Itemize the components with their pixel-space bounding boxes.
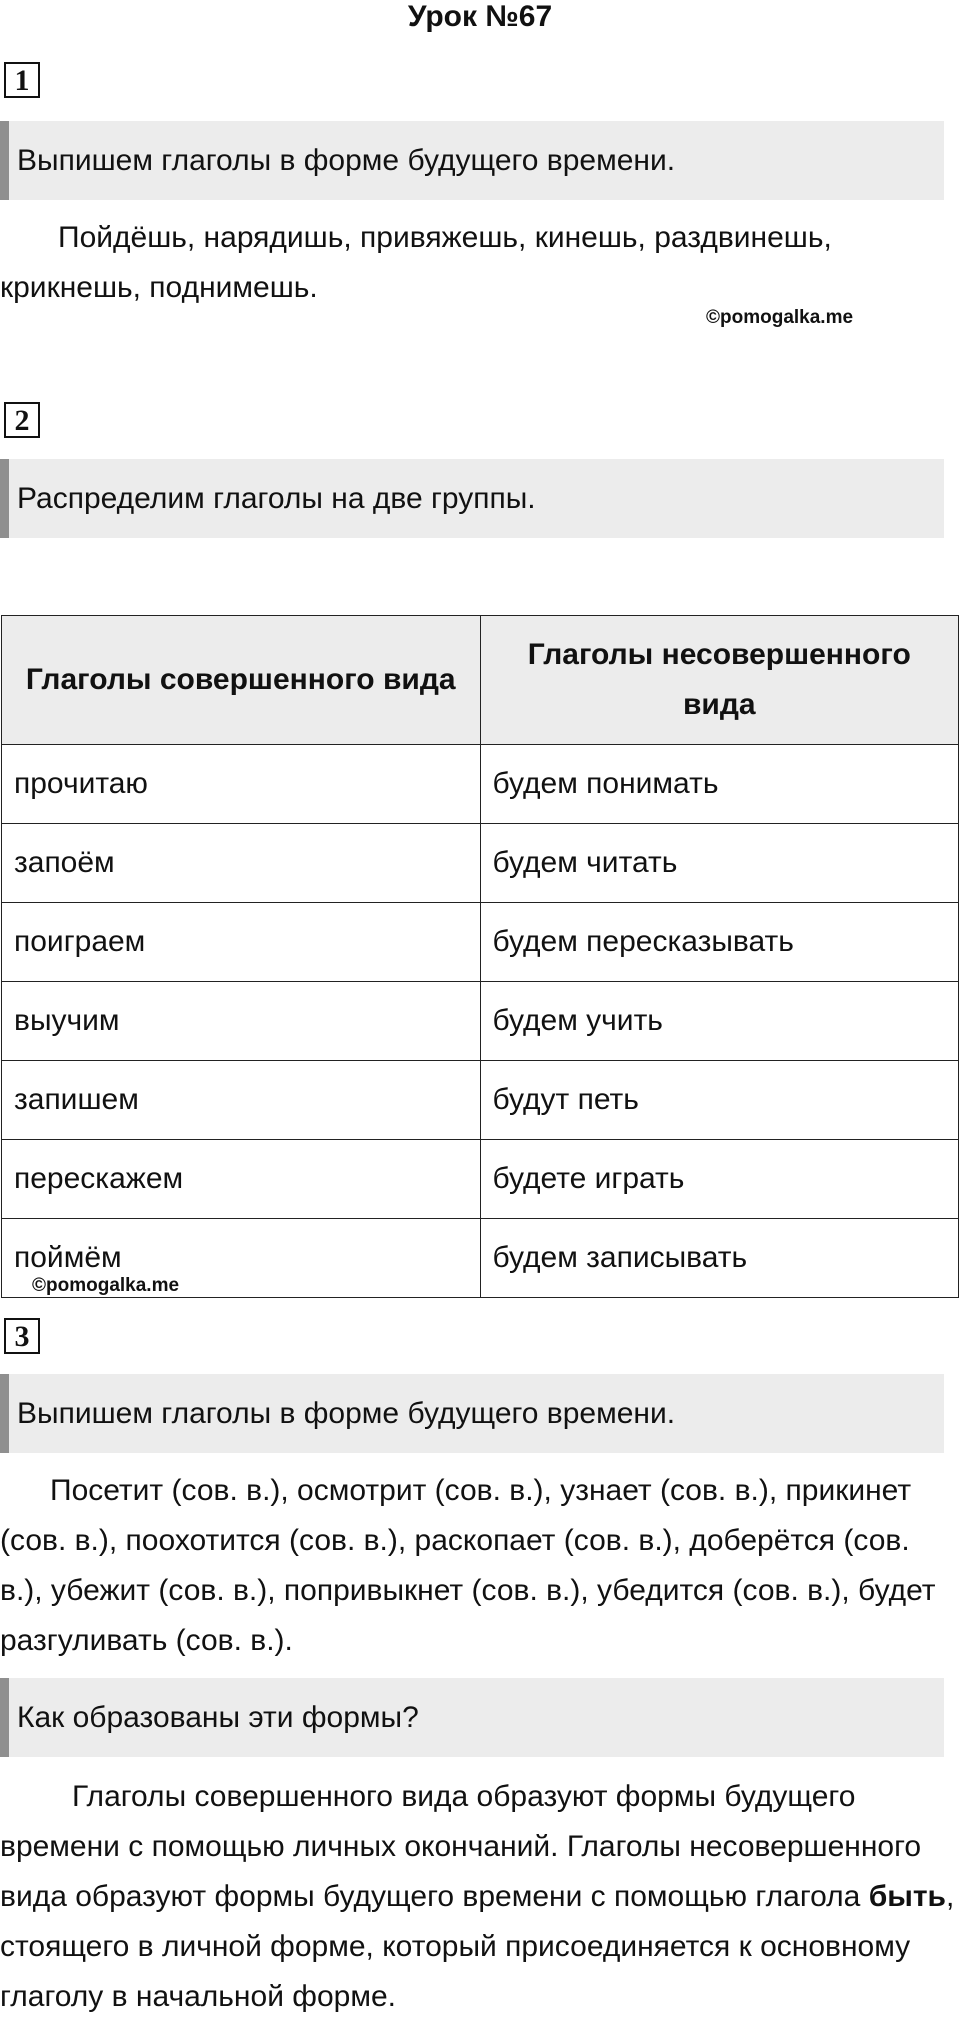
table-row [2, 745, 959, 824]
task-bar-3: Выпишем глаголы в форме будущего времени. [0, 1374, 944, 1453]
table-row [2, 1061, 959, 1140]
answer-text-part: , стоящего в личной форме, который присоединяется к основному глаголу в начальной форме. [0, 1880, 955, 2013]
watermark: ©pomogalka.me [706, 307, 854, 328]
task-bar-4: Как образованы эти формы? [0, 1678, 944, 1757]
exercise-number-1: 1 [4, 62, 40, 98]
answer-paragraph-4 [0, 1772, 956, 2022]
exercise-number-3: 3 [4, 1318, 40, 1354]
table-row [2, 982, 959, 1061]
table-row [2, 824, 959, 903]
header-perfective: Глаголы совершенного вида [2, 616, 481, 745]
perfective-cell: запоём [2, 824, 481, 903]
answer-paragraph-1: Пойдёшь, нарядишь, привяжешь, кинешь, раздвинешь, крикнешь, поднимешь. [0, 221, 832, 304]
perfective-cell: перескажем [2, 1140, 481, 1219]
perfective-cell: запишем [2, 1061, 481, 1140]
imperfective-cell: будете играть [480, 1140, 959, 1219]
imperfective-cell: будем пересказывать [480, 903, 959, 982]
answer-paragraph-3: Посетит (сов. в.), осмотрит (сов. в.), узнает (сов. в.), прикинет (сов. в.), поохотится (сов. в.), раскопает (сов. в.), доберётся (сов. в.), убежит (сов. в.), попривыкнет (сов. в.), убедится (сов. в.), будет разгуливать (сов. в.). [0, 1474, 936, 1657]
header-imperfective: Глаголы несовершенного вида [480, 616, 959, 745]
imperfective-cell: будем записывать [480, 1219, 959, 1298]
table-row [2, 1219, 959, 1298]
perfective-cell: прочитаю [2, 745, 481, 824]
exercise-number-2: 2 [4, 402, 40, 438]
table-row [2, 903, 959, 982]
imperfective-cell: будем читать [480, 824, 959, 903]
page-title: Урок №67 [407, 0, 553, 33]
task-bar-2: Распределим глаголы на две группы. [0, 459, 944, 538]
perfective-cell: выучим [2, 982, 481, 1061]
task-bar-1: Выпишем глаголы в форме будущего времени. [0, 121, 944, 200]
table-row [2, 1140, 959, 1219]
imperfective-cell: будем учить [480, 982, 959, 1061]
answer-bold-word: быть [868, 1880, 946, 1913]
imperfective-cell: будут петь [480, 1061, 959, 1140]
imperfective-cell: будем понимать [480, 745, 959, 824]
perfective-cell: поиграем [2, 903, 481, 982]
answer-text-part: Глаголы совершенного вида образуют формы будущего времени с помощью личных окончаний. Глаголы несовершенного вида образуют формы будущего времени с помощью глагола [0, 1780, 922, 1913]
watermark: ©pomogalka.me [32, 1275, 180, 1296]
verbs-table [1, 615, 959, 1298]
table-header-row [2, 616, 959, 745]
perfective-cell-last [2, 1219, 481, 1298]
perfective-cell-text: поймём [14, 1241, 122, 1274]
